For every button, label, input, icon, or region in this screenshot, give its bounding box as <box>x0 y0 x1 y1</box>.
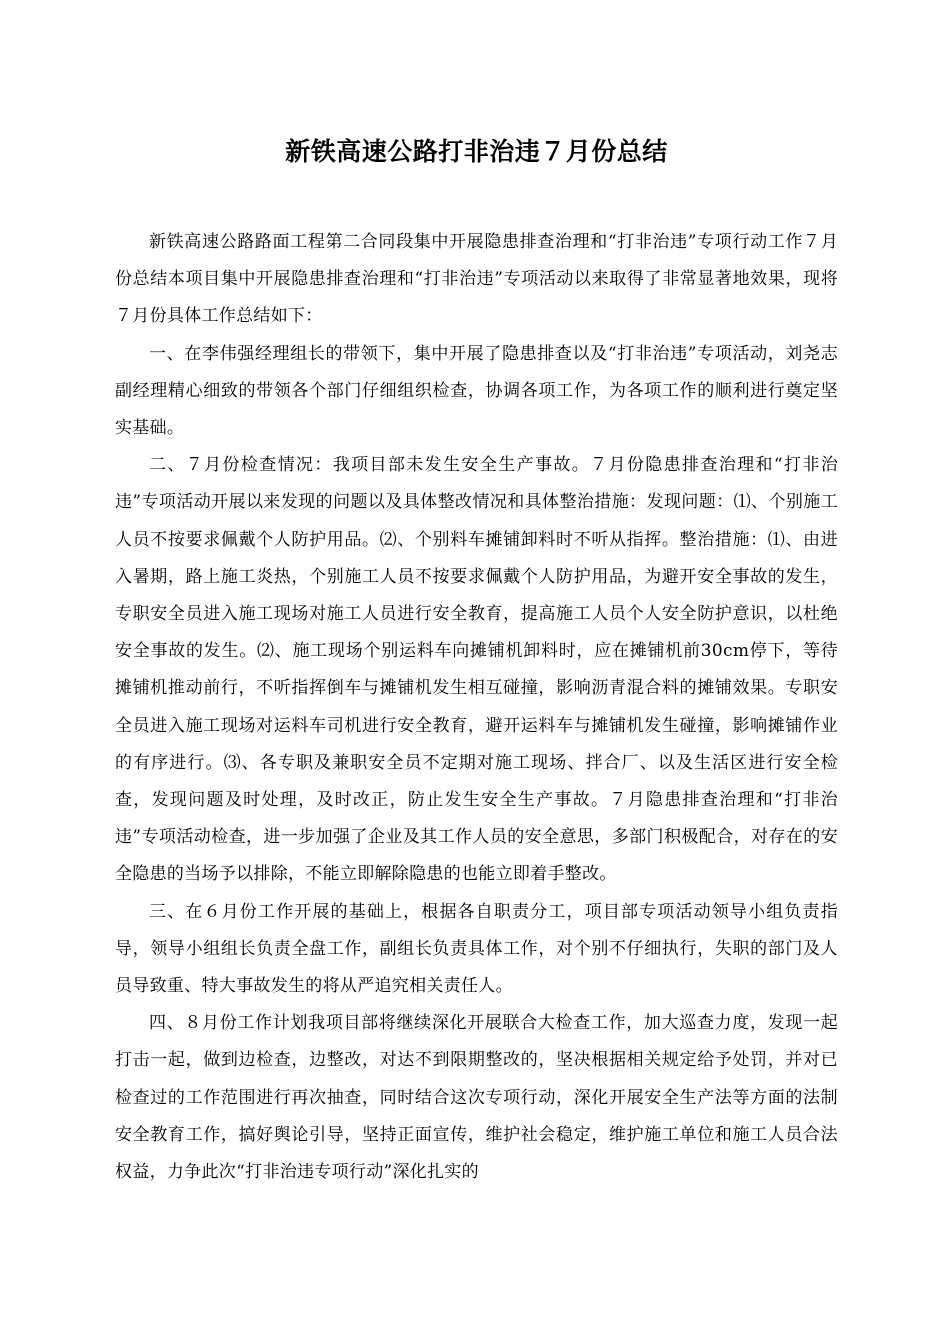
document-body <box>115 224 838 1191</box>
document-title: 新铁高速公路打非治违７月份总结 <box>285 137 668 166</box>
paragraph-section-3: 三、在６月份工作开展的基础上，根据各自职责分工，项目部专项活动领导小组负责指导，领导小组组长负责全盘工作，副组长负责具体工作，对个别不仔细执行，失职的部门及人员导致重、特大事故发生的将从严追究相关责任人。 <box>115 901 838 997</box>
paragraph-intro: 新铁高速公路路面工程第二合同段集中开展隐患排查治理和“打非治违”专项行动工作７月份总结本项目集中开展隐患排查治理和“打非治违”专项活动以来取得了非常显著地效果，现将７月份具体工作总结如下： <box>115 232 838 327</box>
paragraph-section-4: 四、８月份工作计划我项目部将继续深化开展联合大检查工作，加大巡查力度，发现一起打击一起，做到边检查，边整改，对达不到限期整改的，坚决根据相关规定给予处罚，并对已检查过的工作范围进行再次抽查，同时结合这次专项行动，深化开展安全生产法等方面的法制安全教育工作，搞好舆论引导，坚持正面宣传，维护社会稳定，维护施工单位和施工人员合法权益，力争此次“打非治违专项行动”深化扎实的 <box>115 1013 838 1183</box>
paragraph-section-1: 一、在李伟强经理组长的带领下，集中开展了隐患排查以及“打非治违”专项活动，刘尧志副经理精心细致的带领各个部门仔细组织检查，协调各项工作，为各项工作的顺利进行奠定坚实基础。 <box>115 343 838 439</box>
paragraph-section-2: 二、７月份检查情况：我项目部未发生安全生产事故。７月份隐患排查治理和“打非治违”专项活动开展以来发现的问题以及具体整改情况和具体整治措施：发现问题：⑴、个别施工人员不按要求佩戴个人防护用品。⑵、个别料车摊铺卸料时不听从指挥。整治措施：⑴、由进入暑期，路上施工炎热，个别施工人员不按要求佩戴个人防护用品，为避开安全事故的发生，专职安全员进入施工现场对施工人员进行安全教育，提高施工人员个人安全防护意识，以杜绝安全事故的发生。⑵、施工现场个别运料车向摊铺机卸料时，应在摊铺机前30cm停下，等待摊铺机推动前行，不听指挥倒车与摊铺机发生相互碰撞，影响沥青混合料的摊铺效果。专职安全员进入施工现场对运料车司机进行安全教育，避开运料车与摊铺机发生碰撞，影响摊铺作业的有序进行。⑶、各专职及兼职安全员不定期对施工现场、拌合厂、以及生活区进行安全检查，发现问题及时处理，及时改正，防止发生安全生产事故。７月隐患排查治理和“打非治违”专项活动检查，进一步加强了企业及其工作人员的安全意思，多部门积极配合，对存在的安全隐患的当场予以排除，不能立即解除隐患的也能立即着手整改。 <box>115 455 838 885</box>
